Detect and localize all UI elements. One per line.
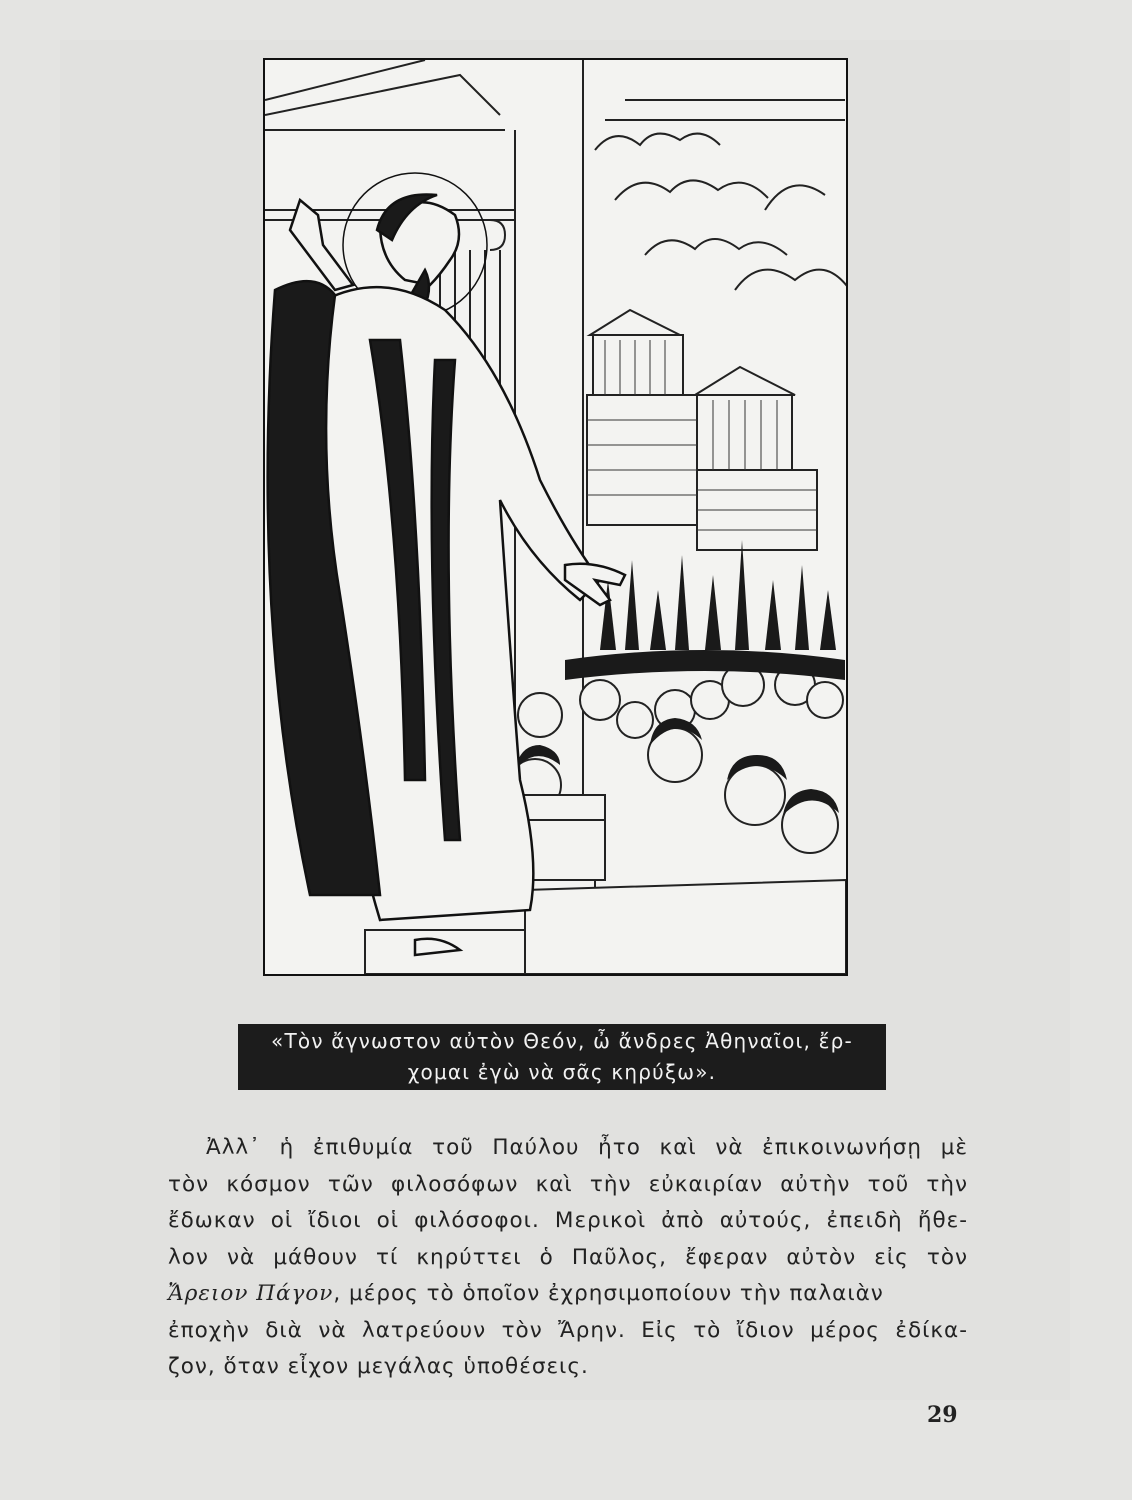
body-line-4: λον νὰ μάθουν τί κηρύττει ὁ Παῦλος, ἔφεραν αὐτὸν εἰς τὸν	[168, 1244, 968, 1270]
body-line-3: ἔδωκαν οἱ ἴδιοι οἱ φιλόσοφοι. Μερικοὶ ἀπὸ αὐτούς, ἐπειδὴ ἤθε-	[168, 1208, 968, 1233]
caption-line-1: «Τὸν ἄγνωστον αὐτὸν Θεόν, ὦ ἄνδρες Ἀθηναῖοι, ἔρ-	[271, 1029, 853, 1053]
illustration-icon	[265, 60, 846, 974]
illustration-caption	[238, 1024, 886, 1090]
body-line-5	[168, 1276, 968, 1313]
areopagus-italic: Ἄρειον Πάγον	[168, 1281, 334, 1306]
body-paragraph	[168, 1130, 968, 1386]
body-line-1: Ἀλλ᾽ ἡ ἐπιθυμία τοῦ Παύλου ἦτο καὶ νὰ ἐπικοινωνήσῃ μὲ	[206, 1135, 968, 1160]
body-line-5-rest: , μέρος τὸ ὁποῖον ἐχρησιμοποίουν τὴν παλαιὰν	[333, 1281, 884, 1306]
caption-line-2: χομαι ἐγὼ νὰ σᾶς κηρύξω».	[407, 1060, 717, 1084]
body-line-6: ἐποχὴν διὰ νὰ λατρεύουν τὸν Ἄρην. Εἰς τὸ ἴδιον μέρος ἐδίκα-	[168, 1317, 968, 1343]
body-line-7: ζον, ὅταν εἶχον μεγάλας ὑποθέσεις.	[168, 1354, 589, 1379]
body-line-2: τὸν κόσμον τῶν φιλοσόφων καὶ τὴν εὐκαιρίαν αὐτὴν τοῦ τὴν	[168, 1171, 968, 1197]
illustration-paul-preaching	[263, 58, 848, 976]
page-number: 29	[927, 1402, 958, 1428]
